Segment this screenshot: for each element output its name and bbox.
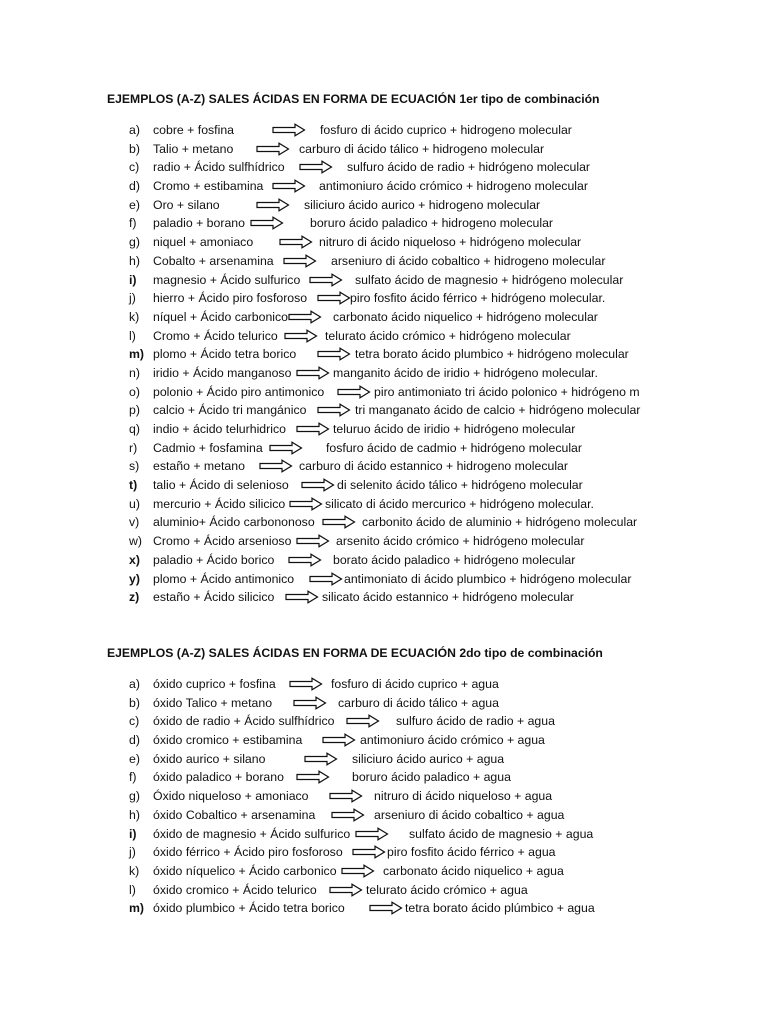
item-letter: v) [129, 515, 140, 530]
reactants-text: óxido cuprico + fosfina [153, 677, 276, 691]
reactants-text: niquel + amoniaco [153, 235, 254, 250]
equation-row [0, 694, 768, 713]
item-letter: c) [129, 160, 140, 175]
right-arrow-icon [288, 553, 322, 567]
right-arrow-icon [288, 310, 322, 324]
reactants-text: óxido Talico + metano [153, 695, 273, 710]
equation-row [0, 271, 768, 290]
reactants-text: Cobalto + arsenamina [153, 253, 274, 268]
equation-row [0, 401, 768, 420]
product-text: arsenito ácido crómico + hidrógeno molecular [336, 534, 585, 549]
product-text: telurato ácido crómico + agua [366, 882, 528, 897]
equation-row [0, 806, 768, 825]
equation-row [0, 383, 768, 402]
right-arrow-icon [301, 478, 335, 492]
right-arrow-icon [331, 808, 365, 822]
item-letter: g) [129, 789, 140, 804]
product-text: carbonito ácido de aluminio + hidrógeno molecular [362, 515, 638, 530]
equation-row [0, 476, 768, 495]
reactants-text: óxido cromico + Ácido telurico [153, 882, 317, 897]
reaction-arrow-icon [299, 160, 335, 174]
equation-row [0, 551, 768, 570]
item-letter: a) [129, 677, 140, 691]
reactants-text: plomo + Ácido tetra borico [153, 347, 297, 362]
item-letter: b) [129, 695, 140, 710]
product-text: carbonato ácido niquelico + hidrógeno molecular [333, 309, 598, 324]
right-arrow-icon [304, 752, 338, 766]
reactants-text: talio + Ácido di selenioso [153, 478, 289, 493]
right-arrow-icon [317, 347, 351, 361]
reactants-text: magnesio + Ácido sulfurico [153, 272, 301, 287]
product-text: boruro ácido paladico + agua [352, 770, 511, 785]
equation-row [0, 121, 768, 140]
reaction-arrow-icon [269, 441, 305, 455]
equation-row [0, 787, 768, 806]
item-letter: t) [129, 478, 138, 493]
reactants-text: calcio + Ácido tri mangánico [153, 403, 307, 418]
right-arrow-icon [352, 845, 386, 859]
reactants-text: óxido paladico + borano [153, 770, 284, 785]
right-arrow-icon [329, 789, 363, 803]
product-text: antimoniato di ácido plumbico + hidrógeno molecular [344, 571, 632, 586]
reaction-arrow-icon [250, 216, 286, 230]
item-letter: k) [129, 863, 140, 878]
reaction-arrow-icon [322, 733, 358, 747]
reaction-arrow-icon [296, 366, 332, 380]
equation-row [0, 233, 768, 252]
item-letter: c) [129, 714, 140, 729]
product-text: tetra borato ácido plúmbico + agua [405, 901, 595, 916]
reaction-arrow-icon [352, 845, 388, 859]
product-text: carburo di ácido tálico + agua [338, 695, 499, 710]
item-letter: o) [129, 384, 140, 399]
product-text: arseniuro di ácido cobaltico + agua [374, 807, 565, 822]
reactants-text: estaño + Ácido silicico [153, 590, 275, 605]
reactants-text: aluminio+ Ácido carbononoso [153, 515, 315, 530]
product-text: tetra borato ácido plumbico + hidrógeno molecular [355, 347, 629, 362]
reaction-arrow-icon [317, 291, 353, 305]
right-arrow-icon [272, 123, 306, 137]
right-arrow-icon [256, 198, 290, 212]
right-arrow-icon [285, 590, 319, 604]
reactants-text: plomo + Ácido antimonico [153, 571, 295, 586]
equation-row [0, 588, 768, 607]
right-arrow-icon [296, 366, 330, 380]
reaction-arrow-icon [304, 752, 340, 766]
product-text: arseniuro di ácido cobaltico + hidrogeno molecular [331, 253, 606, 268]
right-arrow-icon [346, 714, 380, 728]
right-arrow-icon [284, 329, 318, 343]
reactants-text: óxido aurico + silano [153, 751, 266, 766]
reactants-text: Cromo + Ácido telurico [153, 328, 278, 343]
item-letter: d) [129, 733, 140, 748]
equation-row [0, 327, 768, 346]
product-text: nitruro di ácido niqueloso + hidrógeno molecular [319, 235, 582, 250]
equation-row [0, 881, 768, 900]
product-text: sulfato ácido de magnesio + hidrógeno molecular [355, 272, 624, 287]
reactants-text: paladio + borano [153, 216, 245, 231]
item-letter: m) [129, 901, 145, 916]
equation-row [0, 513, 768, 532]
equation-row [0, 289, 768, 308]
reaction-arrow-icon [329, 883, 365, 897]
equation-row [0, 252, 768, 271]
item-letter: a) [129, 123, 140, 137]
product-text: fosfuro di ácido cuprico + agua [331, 677, 499, 691]
reaction-arrow-icon [331, 808, 367, 822]
item-letter: e) [129, 197, 140, 212]
right-arrow-icon [341, 864, 375, 878]
reactants-text: Oro + silano [153, 197, 220, 212]
right-arrow-icon [296, 770, 330, 784]
reaction-arrow-icon [355, 827, 391, 841]
product-text: carbonato ácido niquelico + agua [383, 863, 564, 878]
reactants-text: óxido de radio + Ácido sulfhídrico [153, 714, 335, 729]
product-text: teluruo ácido de iridio + hidrógeno molecular [333, 422, 576, 436]
right-arrow-icon [283, 254, 317, 268]
equation-row [0, 177, 768, 196]
right-arrow-icon [317, 291, 351, 305]
reactants-text: óxido Cobaltico + arsenamina [153, 807, 316, 822]
reaction-arrow-icon [289, 677, 325, 691]
section-heading: EJEMPLOS (A-Z) SALES ÁCIDAS EN FORMA DE ECUACIÓN 2do tipo de combinación [107, 646, 603, 660]
item-letter: d) [129, 179, 140, 194]
reactants-text: polonio + Ácido piro antimonico [153, 384, 325, 399]
product-text: piro fosfito ácido férrico + hidrógeno molecular. [350, 291, 606, 306]
product-text: piro fosfito ácido férrico + agua [387, 845, 556, 860]
equation-row [0, 825, 768, 844]
reaction-arrow-icon [283, 254, 319, 268]
item-letter: f) [129, 216, 137, 231]
reaction-arrow-icon [289, 497, 325, 511]
reaction-arrow-icon [284, 329, 320, 343]
reaction-arrow-icon [317, 403, 353, 417]
right-arrow-icon [309, 572, 343, 586]
product-text: antimoniuro ácido crómico + agua [360, 733, 545, 748]
reaction-arrow-icon [256, 198, 292, 212]
equation-row [0, 750, 768, 769]
reaction-arrow-icon [296, 422, 332, 436]
product-text: fosfuro ácido de cadmio + hidrógeno molecular [326, 440, 582, 455]
item-letter: g) [129, 235, 140, 250]
item-letter: j) [129, 845, 136, 860]
item-letter: k) [129, 309, 140, 324]
reaction-arrow-icon [341, 864, 377, 878]
reaction-arrow-icon [309, 273, 345, 287]
product-text: silicato di ácido mercurico + hidrógeno molecular. [325, 496, 594, 511]
item-letter: x) [129, 552, 140, 567]
item-letter: l) [129, 328, 136, 343]
right-arrow-icon [269, 441, 303, 455]
reactants-text: Cromo + estibamina [153, 179, 264, 194]
reactants-text: paladio + Ácido borico [153, 552, 275, 567]
item-letter: j) [129, 291, 136, 306]
reactants-text: níquel + Ácido carbonico [153, 309, 289, 324]
right-arrow-icon [299, 160, 333, 174]
right-arrow-icon [322, 733, 356, 747]
right-arrow-icon [329, 883, 363, 897]
reaction-arrow-icon [256, 142, 292, 156]
item-letter: m) [129, 347, 145, 362]
reactants-text: óxido férrico + Ácido piro fosforoso [153, 845, 343, 860]
reactants-text: iridio + Ácido manganoso [153, 365, 292, 380]
right-arrow-icon [293, 696, 327, 710]
right-arrow-icon [322, 515, 356, 529]
right-arrow-icon [279, 235, 313, 249]
equation-list [0, 675, 768, 918]
right-arrow-icon [317, 403, 351, 417]
right-arrow-icon [369, 901, 403, 915]
reactants-text: cobre + fosfina [153, 123, 235, 137]
reaction-arrow-icon [296, 534, 332, 548]
reaction-arrow-icon [288, 310, 324, 324]
equation-row [0, 731, 768, 750]
item-letter: u) [129, 496, 140, 511]
reactants-text: Cromo + Ácido arsenioso [153, 534, 292, 549]
reactants-text: estaño + metano [153, 459, 245, 474]
equation-row [0, 768, 768, 787]
reaction-arrow-icon [369, 901, 405, 915]
item-letter: h) [129, 807, 140, 822]
item-letter: l) [129, 882, 136, 897]
reaction-arrow-icon [259, 459, 295, 473]
item-letter: h) [129, 253, 140, 268]
product-text: fosfuro di ácido cuprico + hidrogeno molecular [320, 123, 572, 137]
reactants-text: Óxido niqueloso + amoniaco [153, 789, 309, 804]
item-letter: p) [129, 403, 140, 418]
equation-row [0, 308, 768, 327]
right-arrow-icon [289, 677, 323, 691]
product-text: piro antimoniato tri ácido polonico + hidrógeno m [374, 384, 640, 399]
product-text: carburo di ácido tálico + hidrogeno molecular [299, 141, 545, 156]
reaction-arrow-icon [293, 696, 329, 710]
right-arrow-icon [355, 827, 389, 841]
right-arrow-icon [250, 216, 284, 230]
reactants-text: indio + ácido telurhidrico [153, 422, 286, 436]
equation-row [0, 862, 768, 881]
equation-row [0, 196, 768, 215]
equation-row [0, 495, 768, 514]
reaction-arrow-icon [272, 179, 308, 193]
product-text: siliciuro ácido aurico + agua [352, 751, 505, 766]
reactants-text: mercurio + Ácido silicico [153, 496, 286, 511]
reactants-text: Talio + metano [153, 141, 234, 156]
reaction-arrow-icon [322, 515, 358, 529]
equation-row [0, 570, 768, 589]
item-letter: e) [129, 751, 140, 766]
reaction-arrow-icon [285, 590, 321, 604]
item-letter: n) [129, 365, 140, 380]
equation-row [0, 158, 768, 177]
reactants-text: óxido cromico + estibamina [153, 733, 303, 748]
reaction-arrow-icon [317, 347, 353, 361]
item-letter: w) [129, 534, 142, 549]
item-letter: f) [129, 770, 137, 785]
reaction-arrow-icon [301, 478, 337, 492]
right-arrow-icon [296, 534, 330, 548]
product-text: boruro ácido paladico + hidrogeno molecular [310, 216, 554, 231]
equation-row [0, 899, 768, 918]
product-text: sulfato ácido de magnesio + agua [409, 826, 594, 841]
reactants-text: hierro + Ácido piro fosforoso [153, 291, 308, 306]
product-text: manganito ácido de iridio + hidrógeno molecular. [333, 365, 598, 380]
equation-row [0, 214, 768, 233]
product-text: antimoniuro ácido crómico + hidrogeno molecular [319, 179, 588, 194]
product-text: carburo di ácido estannico + hidrogeno molecular [299, 459, 568, 474]
equation-row [0, 457, 768, 476]
item-letter: y) [129, 571, 140, 586]
reaction-arrow-icon [309, 572, 345, 586]
product-text: silicato ácido estannico + hidrógeno molecular [322, 590, 574, 605]
reaction-arrow-icon [346, 714, 382, 728]
item-letter: i) [129, 826, 137, 841]
item-letter: b) [129, 141, 140, 156]
right-arrow-icon [259, 459, 293, 473]
equation-row [0, 345, 768, 364]
right-arrow-icon [296, 422, 330, 436]
product-text: nitruro di ácido niqueloso + agua [374, 789, 553, 804]
equation-list [0, 121, 768, 607]
equation-row [0, 439, 768, 458]
section-heading: EJEMPLOS (A-Z) SALES ÁCIDAS EN FORMA DE ECUACIÓN 1er tipo de combinación [107, 92, 600, 106]
equation-row [0, 364, 768, 383]
equation-row [0, 675, 768, 694]
product-text: telurato ácido crómico + hidrógeno molecular [325, 328, 571, 343]
right-arrow-icon [256, 142, 290, 156]
equation-row [0, 532, 768, 551]
reaction-arrow-icon [272, 123, 308, 137]
item-letter: q) [129, 422, 140, 436]
reaction-arrow-icon [279, 235, 315, 249]
right-arrow-icon [309, 273, 343, 287]
equation-row [0, 420, 768, 439]
equation-row [0, 843, 768, 862]
right-arrow-icon [289, 497, 323, 511]
reaction-arrow-icon [296, 770, 332, 784]
item-letter: i) [129, 272, 137, 287]
item-letter: z) [129, 590, 140, 605]
item-letter: r) [129, 440, 138, 455]
reactants-text: óxido plumbico + Ácido tetra borico [153, 901, 345, 916]
equation-row [0, 712, 768, 731]
product-text: sulfuro ácido de radio + agua [396, 714, 555, 729]
reaction-arrow-icon [288, 553, 324, 567]
reactants-text: radio + Ácido sulfhídrico [153, 160, 285, 175]
reactants-text: óxido de magnesio + Ácido sulfurico [153, 826, 351, 841]
reaction-arrow-icon [337, 385, 373, 399]
right-arrow-icon [337, 385, 371, 399]
product-text: sulfuro ácido de radio + hidrógeno molecular [347, 160, 591, 175]
product-text: borato ácido paladico + hidrógeno molecular [333, 552, 576, 567]
product-text: di selenito ácido tálico + hidrógeno molecular [337, 478, 583, 493]
reactants-text: óxido níquelico + Ácido carbonico [153, 863, 337, 878]
product-text: siliciuro ácido aurico + hidrogeno molecular [304, 197, 541, 212]
reaction-arrow-icon [329, 789, 365, 803]
product-text: tri manganato ácido de calcio + hidrógeno molecular [355, 403, 641, 418]
reactants-text: Cadmio + fosfamina [153, 440, 263, 455]
right-arrow-icon [272, 179, 306, 193]
equation-row [0, 140, 768, 159]
item-letter: s) [129, 459, 140, 474]
